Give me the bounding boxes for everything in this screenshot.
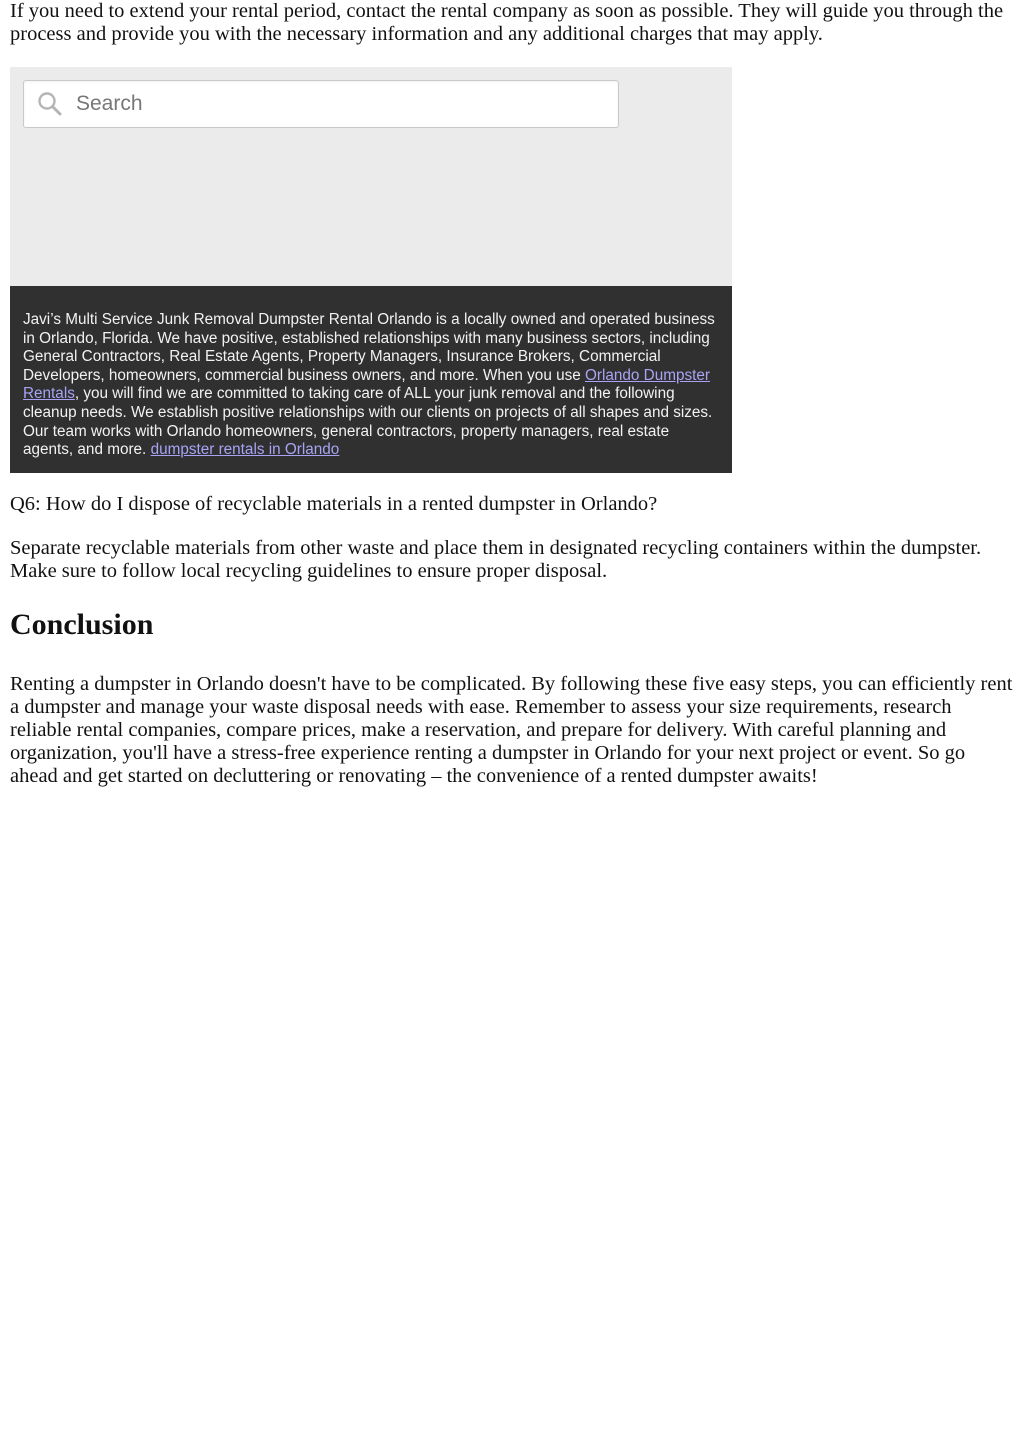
- article-content: [10, 0, 1014, 788]
- description-text-1: Javi’s Multi Service Junk Removal Dumpster Rental Orlando is a locally owned and operated business in Orlando, Florida. We have positive, established relationships with many business sectors, including General Contractors, Real Estate Agents, Property Managers, Insurance Brokers, Commercial Developers, homeowners, commercial business owners, and more. When you use: [23, 311, 715, 384]
- embedded-widget: [10, 67, 732, 473]
- orlando-dumpster-rentals-link[interactable]: Orlando Dumpster Rentals: [23, 366, 710, 403]
- search-input[interactable]: [76, 81, 596, 127]
- faq-question: Q6: How do I dispose of recyclable materials in a rented dumpster in Orlando?: [10, 493, 658, 515]
- conclusion-heading: Conclusion: [10, 608, 154, 641]
- intro-paragraph: If you need to extend your rental period, contact the rental company as soon as possible. They will guide you through the process and provide you with the necessary information and any additional charges that may apply.: [10, 0, 1004, 45]
- business-description: [10, 286, 732, 473]
- description-text-2: , you will find we are committed to taking care of ALL your junk removal and the following cleanup needs. We establish positive relationships with our clients on projects of all shapes and sizes. Our team works with Orlando homeowners, general contractors, property managers, real estate agents, and more.: [23, 385, 713, 459]
- search-icon: [37, 91, 63, 117]
- faq-answer: Separate recyclable materials from other waste and place them in designated recycling containers within the dumpster. Make sure to follow local recycling guidelines to ensure proper disposal.: [10, 537, 982, 582]
- dumpster-rentals-in-orlando-link[interactable]: dumpster rentals in Orlando: [150, 441, 340, 459]
- conclusion-paragraph: Renting a dumpster in Orlando doesn't have to be complicated. By following these five easy steps, you can efficiently rent a dumpster and manage your waste disposal needs with ease. Remember to assess your size requirements, research reliable rental companies, compare prices, make a reservation, and prepare for delivery. With careful planning and organization, you'll have a stress-free experience renting a dumpster in Orlando for your next project or event. So go ahead and get started on decluttering or renovating – the convenience of a rented dumpster awaits!: [10, 673, 1013, 787]
- search-box[interactable]: [23, 80, 619, 128]
